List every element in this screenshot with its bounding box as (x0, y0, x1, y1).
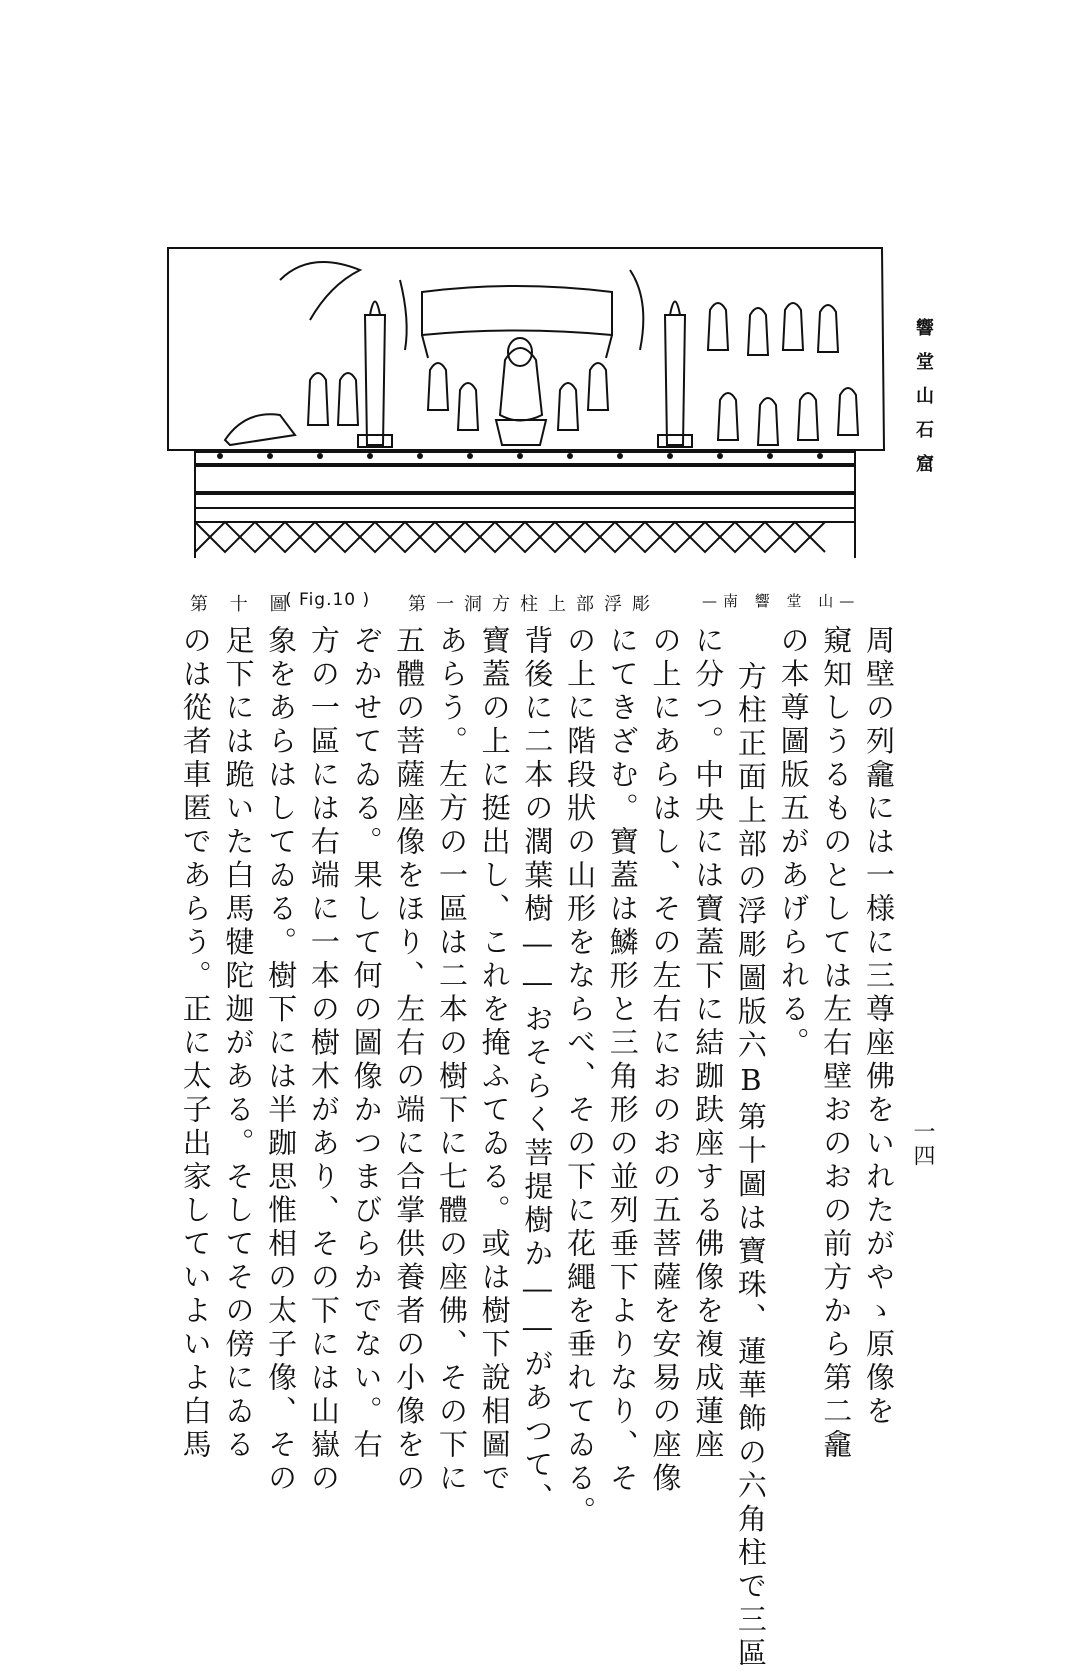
caption-title: 第一洞方柱上部浮彫 (408, 594, 660, 615)
right-pillar (665, 315, 685, 445)
body-text (150, 625, 900, 1671)
text-column: 足下には跪いた白馬犍陀迦がある。そしてその傍にゐる (221, 625, 256, 1463)
text-column: 象をあらはしてゐる。樹下には半跏思惟相の太子像、その (264, 625, 299, 1496)
text-column: 五體の菩薩座像をほり、左右の端に合掌供養者の小像をの (392, 625, 427, 1496)
buddha-figure (500, 348, 542, 421)
text-column: の上にあらはし、その左右におのおの五菩薩を安易の座像 (648, 625, 683, 1496)
page-number: 一四 (910, 1120, 935, 1168)
text-column: 周壁の列龕には一様に三尊座佛をいれたがやゝ原像を (862, 625, 896, 1429)
text-column: あらう。左方の一區は二本の樹下に七體の座佛、その下に (434, 625, 469, 1496)
text-column: 窺知しうるものとしては左右壁おのおの前方から第二龕 (819, 625, 854, 1463)
caption-label: 第 十 圖 (190, 594, 296, 615)
horse-figure (225, 414, 295, 445)
text-column: 背後に二本の濶葉樹――おそらく菩提樹か――があつて、 (520, 625, 555, 1516)
text-column: ぞかせてゐる。果して何の圖像かつまびらかでない。右 (349, 625, 384, 1463)
figure-caption (190, 590, 880, 620)
caption-fig-number: ( Fig.10 ) (285, 590, 371, 610)
text-column: 方の一區には右端に一本の樹木があり、その下には山嶽の (306, 625, 341, 1496)
text-column: 寶蓋の上に挺出し、これを掩ふてゐる。或は樹下說相圖で (477, 625, 512, 1496)
lotus-band (195, 452, 855, 464)
upper-band (195, 466, 855, 492)
running-head: 響堂山石窟 (913, 318, 934, 488)
relief-illustration (160, 240, 890, 570)
left-pillar (365, 315, 385, 445)
text-column: 方柱正面上部の浮彫圖版六B第十圖は寶珠、蓮華飾の六角柱で三區 (733, 661, 768, 1671)
text-column: にてきざむ。寶蓋は鱗形と三角形の並列垂下よりなり、そ (605, 625, 640, 1496)
canopy (422, 286, 612, 335)
text-column: のは從者車匿であらう。正に太子出家していよいよ白馬 (178, 625, 213, 1463)
text-column: の上に階段狀の山形をならべ、その下に花繩を垂れてゐる。 (563, 625, 598, 1530)
text-column: の本尊圖版五があげられる。 (776, 625, 811, 1061)
text-column: に分つ。中央には寶蓋下に結跏趺座する佛像を複成蓮座 (691, 625, 726, 1463)
caption-credit: —南 響 堂 山— (702, 592, 861, 610)
